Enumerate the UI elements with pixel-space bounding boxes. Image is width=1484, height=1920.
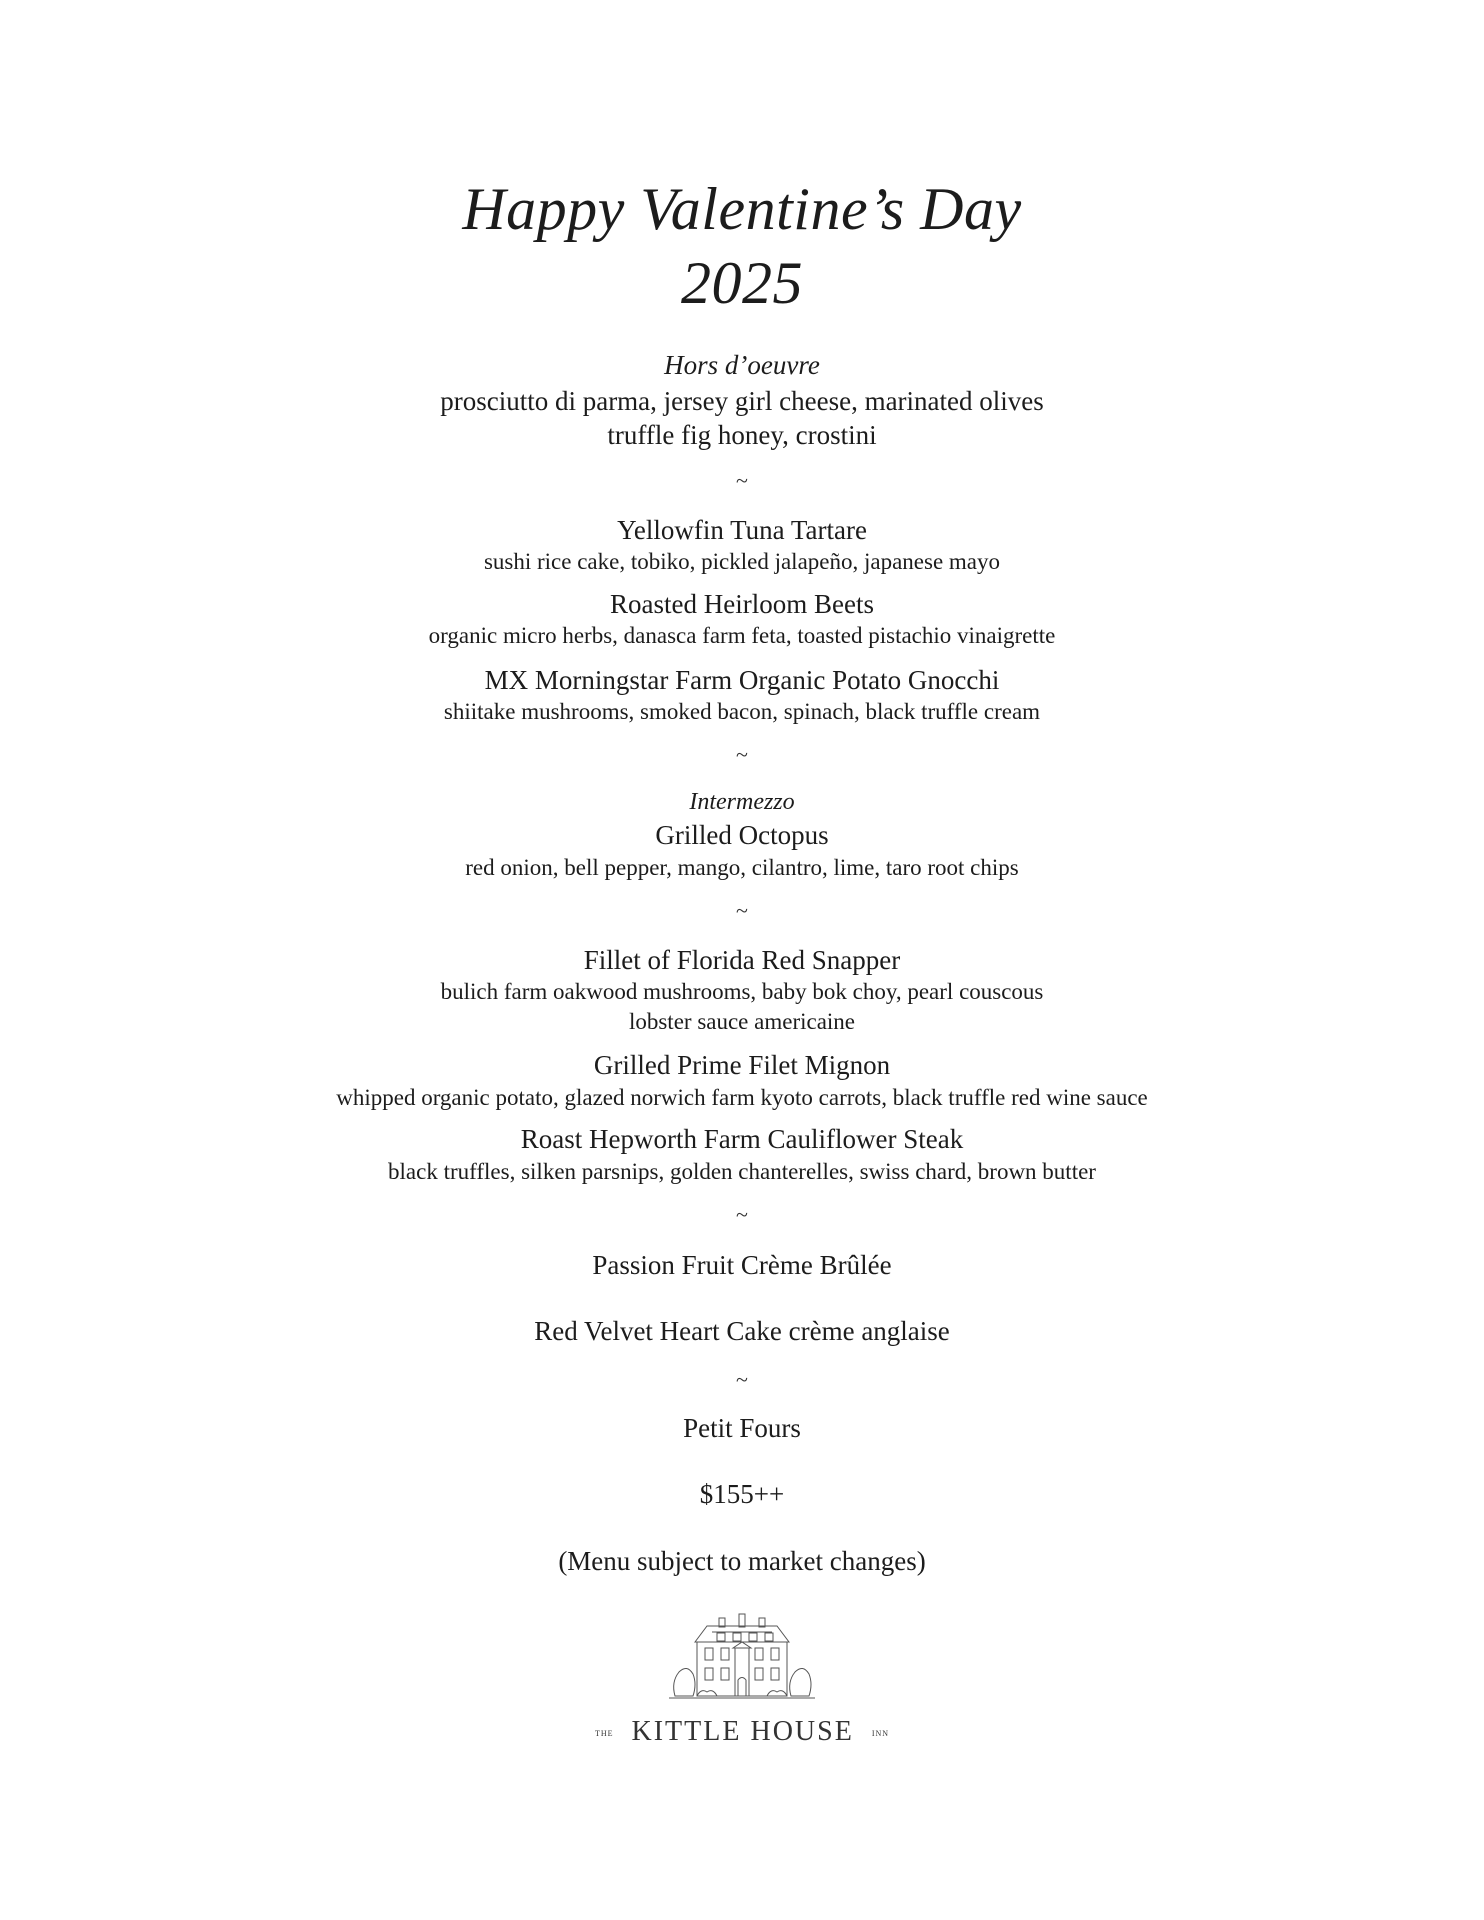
dish-description: lobster sauce americaine bbox=[628, 1009, 856, 1034]
dessert-item: Passion Fruit Crème Brûlée bbox=[592, 1250, 892, 1280]
divider: ~ bbox=[736, 468, 748, 493]
hors-doeuvre-line-2: truffle fig honey, crostini bbox=[607, 420, 877, 450]
divider: ~ bbox=[736, 1202, 748, 1227]
title-line-1: Happy Valentine’s Day bbox=[462, 176, 1022, 242]
petit-fours: Petit Fours bbox=[683, 1413, 801, 1443]
hors-doeuvre-heading: Hors d’oeuvre bbox=[664, 350, 820, 380]
divider: ~ bbox=[736, 898, 748, 923]
dish-name: Roasted Heirloom Beets bbox=[610, 589, 874, 619]
intermezzo-heading: Intermezzo bbox=[689, 789, 795, 815]
dish-description: organic micro herbs, danasca farm feta, toasted pistachio vinaigrette bbox=[428, 623, 1056, 648]
divider: ~ bbox=[736, 1367, 748, 1392]
hors-doeuvre-line-1: prosciutto di parma, jersey girl cheese, marinated olives bbox=[440, 386, 1044, 416]
dish-name: Fillet of Florida Red Snapper bbox=[583, 945, 901, 975]
dish-name: Grilled Prime Filet Mignon bbox=[593, 1050, 891, 1080]
logo-wordmark bbox=[0, 1716, 1484, 1748]
dish-name: Roast Hepworth Farm Cauliflower Steak bbox=[520, 1124, 964, 1154]
divider: ~ bbox=[736, 742, 748, 767]
dish-description: red onion, bell pepper, mango, cilantro, lime, taro root chips bbox=[465, 855, 1019, 880]
dessert-item: Red Velvet Heart Cake crème anglaise bbox=[534, 1316, 950, 1346]
price: $155++ bbox=[699, 1479, 785, 1509]
dish-description: sushi rice cake, tobiko, pickled jalapeño, japanese mayo bbox=[483, 549, 1001, 574]
dish-name: MX Morningstar Farm Organic Potato Gnocchi bbox=[484, 665, 1000, 695]
house-illustration-icon bbox=[667, 1612, 817, 1702]
dish-description: whipped organic potato, glazed norwich farm kyoto carrots, black truffle red wine sauce bbox=[336, 1085, 1148, 1110]
kittle-house-logo bbox=[0, 1612, 1484, 1748]
dish-name: Yellowfin Tuna Tartare bbox=[617, 515, 867, 545]
market-note: (Menu subject to market changes) bbox=[558, 1546, 926, 1576]
logo-post: INN bbox=[871, 1729, 890, 1739]
dish-description: black truffles, silken parsnips, golden chanterelles, swiss chard, brown butter bbox=[388, 1159, 1096, 1184]
dish-description: bulich farm oakwood mushrooms, baby bok choy, pearl couscous bbox=[440, 979, 1044, 1004]
logo-name: KITTLE HOUSE bbox=[631, 1716, 854, 1747]
dish-description: shiitake mushrooms, smoked bacon, spinach, black truffle cream bbox=[443, 699, 1041, 724]
title-year: 2025 bbox=[681, 250, 803, 316]
logo-pre: THE bbox=[594, 1729, 614, 1739]
dish-name: Grilled Octopus bbox=[655, 820, 829, 850]
menu-title bbox=[0, 172, 1484, 320]
